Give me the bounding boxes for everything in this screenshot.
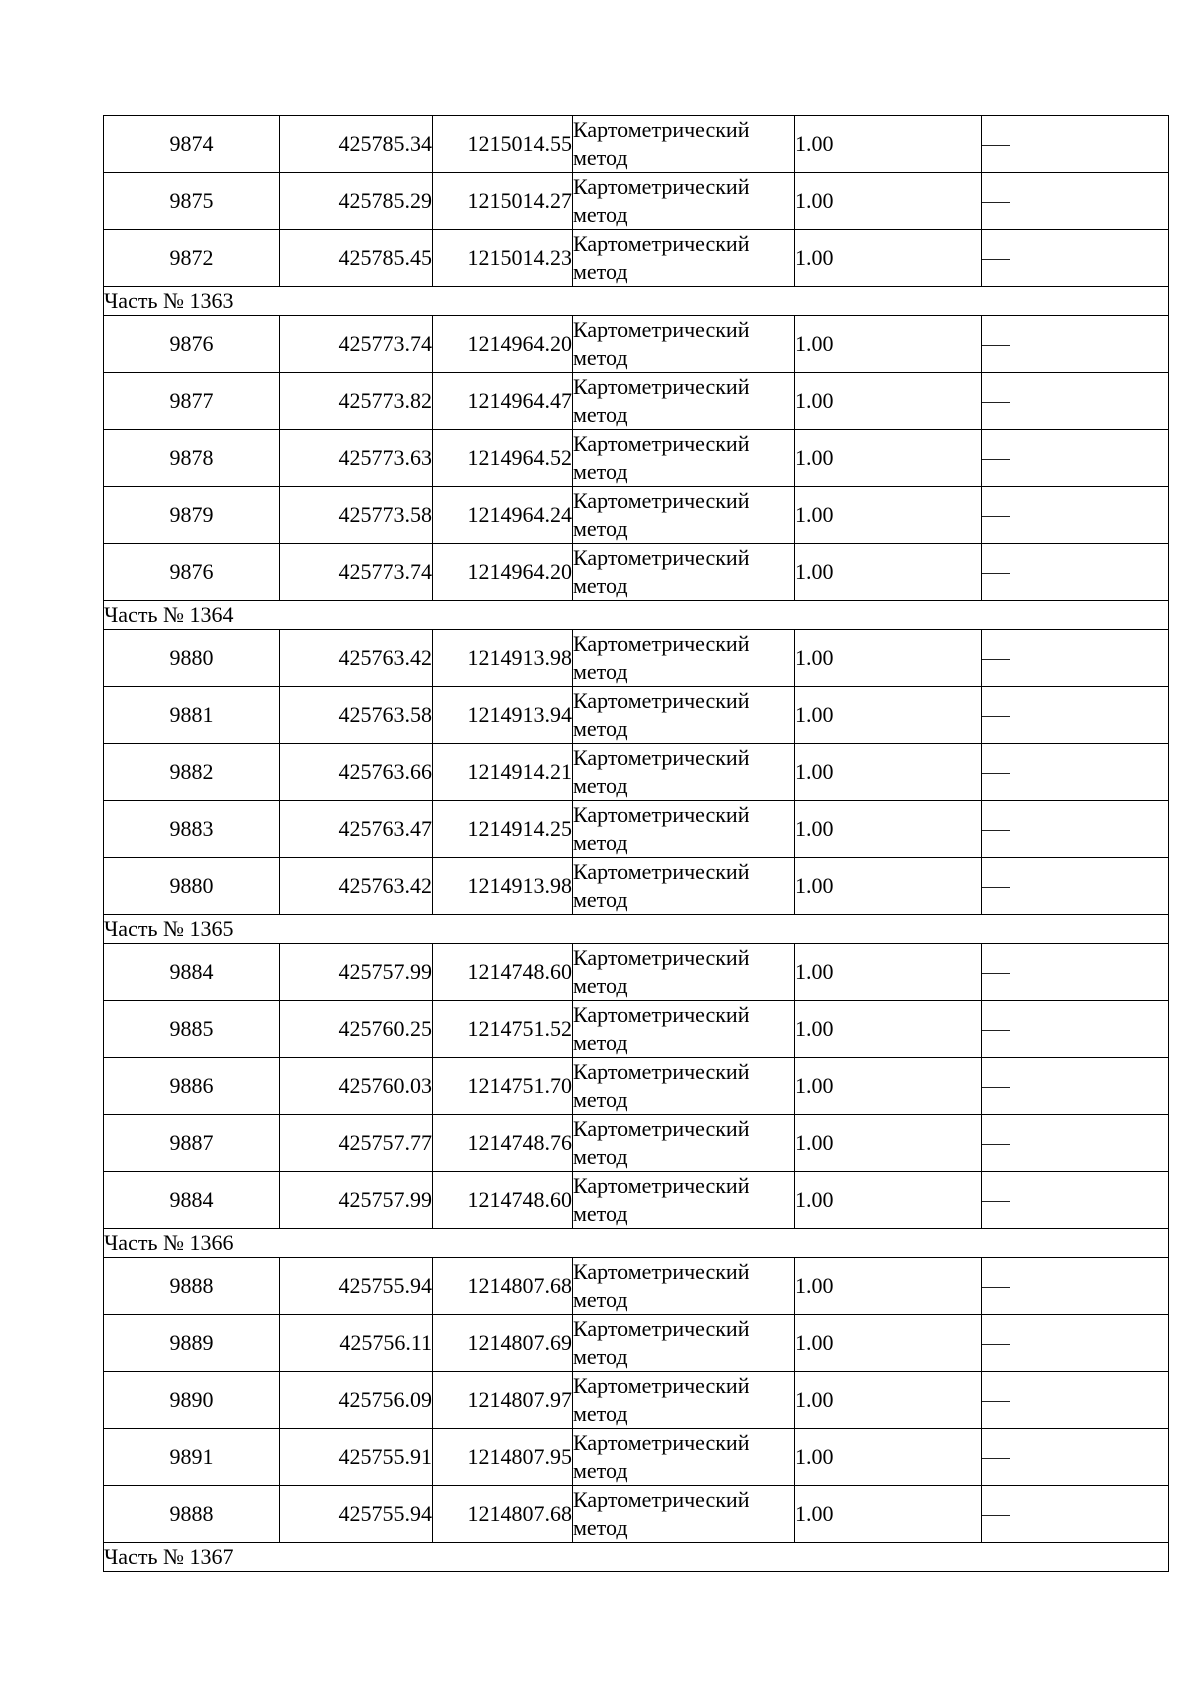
- y-coordinate-cell: 1214964.47: [433, 373, 573, 430]
- dash-mark: [982, 773, 1010, 774]
- part-header-row: [104, 1229, 1169, 1258]
- point-number-cell: 9884: [104, 1172, 280, 1229]
- part-header-label: Часть № 1367: [104, 1543, 1169, 1572]
- method-line-1: Картометрический: [573, 1316, 750, 1341]
- point-number-cell: 9874: [104, 116, 280, 173]
- y-coordinate-cell: 1214807.68: [433, 1258, 573, 1315]
- description-cell: [982, 230, 1169, 287]
- accuracy-cell: 1.00: [795, 944, 982, 1001]
- x-coordinate-cell: 425763.58: [280, 687, 433, 744]
- description-cell: [982, 801, 1169, 858]
- y-coordinate-cell: 1215014.55: [433, 116, 573, 173]
- method-line-2: метод: [573, 1515, 628, 1540]
- method-line-1: Картометрический: [573, 688, 750, 713]
- method-line-2: метод: [573, 773, 628, 798]
- point-number-cell: 9885: [104, 1001, 280, 1058]
- y-coordinate-cell: 1214751.52: [433, 1001, 573, 1058]
- point-number-cell: 9891: [104, 1429, 280, 1486]
- point-row: [104, 487, 1169, 544]
- dash-mark: [982, 1144, 1010, 1145]
- description-cell: [982, 630, 1169, 687]
- accuracy-cell: 1.00: [795, 316, 982, 373]
- dash-mark: [982, 1515, 1010, 1516]
- point-row: [104, 1115, 1169, 1172]
- dash-mark: [982, 202, 1010, 203]
- y-coordinate-cell: 1214748.60: [433, 944, 573, 1001]
- method-cell: [573, 430, 795, 487]
- method-cell: [573, 1001, 795, 1058]
- accuracy-cell: 1.00: [795, 744, 982, 801]
- method-cell: [573, 1429, 795, 1486]
- description-cell: [982, 1001, 1169, 1058]
- method-line-1: Картометрический: [573, 117, 750, 142]
- method-cell: [573, 1372, 795, 1429]
- method-line-1: Картометрический: [573, 631, 750, 656]
- x-coordinate-cell: 425763.47: [280, 801, 433, 858]
- method-line-2: метод: [573, 1287, 628, 1312]
- description-cell: [982, 1429, 1169, 1486]
- x-coordinate-cell: 425760.25: [280, 1001, 433, 1058]
- method-line-2: метод: [573, 830, 628, 855]
- accuracy-cell: 1.00: [795, 687, 982, 744]
- point-row: [104, 1001, 1169, 1058]
- method-line-2: метод: [573, 1401, 628, 1426]
- method-line-2: метод: [573, 202, 628, 227]
- method-line-1: Картометрический: [573, 374, 750, 399]
- accuracy-cell: 1.00: [795, 858, 982, 915]
- accuracy-cell: 1.00: [795, 544, 982, 601]
- point-number-cell: 9888: [104, 1258, 280, 1315]
- dash-mark: [982, 459, 1010, 460]
- x-coordinate-cell: 425755.94: [280, 1486, 433, 1543]
- x-coordinate-cell: 425757.99: [280, 944, 433, 1001]
- method-line-2: метод: [573, 1201, 628, 1226]
- method-line-2: метод: [573, 716, 628, 741]
- x-coordinate-cell: 425760.03: [280, 1058, 433, 1115]
- method-line-1: Картометрический: [573, 1259, 750, 1284]
- point-number-cell: 9890: [104, 1372, 280, 1429]
- part-header-row: [104, 1543, 1169, 1572]
- point-row: [104, 1058, 1169, 1115]
- y-coordinate-cell: 1214748.76: [433, 1115, 573, 1172]
- part-header-row: [104, 287, 1169, 316]
- y-coordinate-cell: 1214964.52: [433, 430, 573, 487]
- method-line-2: метод: [573, 887, 628, 912]
- method-line-2: метод: [573, 1458, 628, 1483]
- method-line-1: Картометрический: [573, 431, 750, 456]
- method-line-1: Картометрический: [573, 945, 750, 970]
- method-line-1: Картометрический: [573, 545, 750, 570]
- point-row: [104, 373, 1169, 430]
- part-header-row: [104, 915, 1169, 944]
- description-cell: [982, 544, 1169, 601]
- accuracy-cell: 1.00: [795, 630, 982, 687]
- description-cell: [982, 487, 1169, 544]
- description-cell: [982, 316, 1169, 373]
- description-cell: [982, 687, 1169, 744]
- point-number-cell: 9883: [104, 801, 280, 858]
- point-number-cell: 9877: [104, 373, 280, 430]
- point-row: [104, 316, 1169, 373]
- method-line-1: Картометрический: [573, 1430, 750, 1455]
- method-cell: [573, 801, 795, 858]
- dash-mark: [982, 259, 1010, 260]
- point-row: [104, 687, 1169, 744]
- y-coordinate-cell: 1215014.23: [433, 230, 573, 287]
- point-row: [104, 744, 1169, 801]
- accuracy-cell: 1.00: [795, 1315, 982, 1372]
- method-line-1: Картометрический: [573, 1487, 750, 1512]
- x-coordinate-cell: 425773.63: [280, 430, 433, 487]
- dash-mark: [982, 1201, 1010, 1202]
- coordinates-table-body: [104, 116, 1169, 1572]
- part-header-label: Часть № 1365: [104, 915, 1169, 944]
- x-coordinate-cell: 425756.09: [280, 1372, 433, 1429]
- accuracy-cell: 1.00: [795, 1372, 982, 1429]
- y-coordinate-cell: 1214913.94: [433, 687, 573, 744]
- description-cell: [982, 1486, 1169, 1543]
- description-cell: [982, 1315, 1169, 1372]
- description-cell: [982, 858, 1169, 915]
- y-coordinate-cell: 1214807.69: [433, 1315, 573, 1372]
- point-row: [104, 801, 1169, 858]
- part-header-label: Часть № 1364: [104, 601, 1169, 630]
- description-cell: [982, 744, 1169, 801]
- method-cell: [573, 1486, 795, 1543]
- dash-mark: [982, 1087, 1010, 1088]
- method-cell: [573, 1258, 795, 1315]
- method-cell: [573, 687, 795, 744]
- accuracy-cell: 1.00: [795, 430, 982, 487]
- dash-mark: [982, 1030, 1010, 1031]
- x-coordinate-cell: 425757.77: [280, 1115, 433, 1172]
- description-cell: [982, 1172, 1169, 1229]
- dash-mark: [982, 973, 1010, 974]
- y-coordinate-cell: 1215014.27: [433, 173, 573, 230]
- point-number-cell: 9889: [104, 1315, 280, 1372]
- point-row: [104, 1172, 1169, 1229]
- dash-mark: [982, 830, 1010, 831]
- x-coordinate-cell: 425756.11: [280, 1315, 433, 1372]
- point-row: [104, 230, 1169, 287]
- method-line-2: метод: [573, 1144, 628, 1169]
- y-coordinate-cell: 1214964.20: [433, 544, 573, 601]
- dash-mark: [982, 402, 1010, 403]
- method-cell: [573, 373, 795, 430]
- point-row: [104, 1486, 1169, 1543]
- y-coordinate-cell: 1214964.20: [433, 316, 573, 373]
- method-line-2: метод: [573, 516, 628, 541]
- description-cell: [982, 373, 1169, 430]
- dash-mark: [982, 659, 1010, 660]
- dash-mark: [982, 1344, 1010, 1345]
- method-cell: [573, 744, 795, 801]
- accuracy-cell: 1.00: [795, 1258, 982, 1315]
- dash-mark: [982, 1458, 1010, 1459]
- y-coordinate-cell: 1214807.97: [433, 1372, 573, 1429]
- point-number-cell: 9879: [104, 487, 280, 544]
- y-coordinate-cell: 1214914.21: [433, 744, 573, 801]
- description-cell: [982, 1115, 1169, 1172]
- description-cell: [982, 430, 1169, 487]
- method-line-2: метод: [573, 573, 628, 598]
- description-cell: [982, 1258, 1169, 1315]
- point-number-cell: 9880: [104, 630, 280, 687]
- x-coordinate-cell: 425773.82: [280, 373, 433, 430]
- accuracy-cell: 1.00: [795, 1429, 982, 1486]
- point-number-cell: 9882: [104, 744, 280, 801]
- y-coordinate-cell: 1214914.25: [433, 801, 573, 858]
- dash-mark: [982, 1287, 1010, 1288]
- accuracy-cell: 1.00: [795, 1115, 982, 1172]
- x-coordinate-cell: 425755.91: [280, 1429, 433, 1486]
- point-row: [104, 1429, 1169, 1486]
- point-row: [104, 1315, 1169, 1372]
- method-cell: [573, 316, 795, 373]
- y-coordinate-cell: 1214964.24: [433, 487, 573, 544]
- dash-mark: [982, 573, 1010, 574]
- part-header-label: Часть № 1366: [104, 1229, 1169, 1258]
- point-number-cell: 9887: [104, 1115, 280, 1172]
- dash-mark: [982, 345, 1010, 346]
- method-cell: [573, 1115, 795, 1172]
- point-row: [104, 116, 1169, 173]
- method-cell: [573, 487, 795, 544]
- accuracy-cell: 1.00: [795, 1058, 982, 1115]
- point-row: [104, 430, 1169, 487]
- method-line-1: Картометрический: [573, 1373, 750, 1398]
- method-line-1: Картометрический: [573, 488, 750, 513]
- method-line-1: Картометрический: [573, 745, 750, 770]
- method-cell: [573, 1172, 795, 1229]
- point-number-cell: 9876: [104, 544, 280, 601]
- point-row: [104, 944, 1169, 1001]
- point-row: [104, 1258, 1169, 1315]
- point-number-cell: 9875: [104, 173, 280, 230]
- method-cell: [573, 630, 795, 687]
- part-header-label: Часть № 1363: [104, 287, 1169, 316]
- method-line-1: Картометрический: [573, 1116, 750, 1141]
- method-cell: [573, 544, 795, 601]
- x-coordinate-cell: 425763.42: [280, 858, 433, 915]
- y-coordinate-cell: 1214913.98: [433, 630, 573, 687]
- method-cell: [573, 173, 795, 230]
- accuracy-cell: 1.00: [795, 801, 982, 858]
- description-cell: [982, 173, 1169, 230]
- x-coordinate-cell: 425773.74: [280, 316, 433, 373]
- point-number-cell: 9878: [104, 430, 280, 487]
- method-line-1: Картометрический: [573, 1059, 750, 1084]
- description-cell: [982, 1058, 1169, 1115]
- coordinates-table: [103, 115, 1169, 1572]
- method-cell: [573, 944, 795, 1001]
- method-line-2: метод: [573, 145, 628, 170]
- y-coordinate-cell: 1214913.98: [433, 858, 573, 915]
- description-cell: [982, 116, 1169, 173]
- method-line-1: Картометрический: [573, 802, 750, 827]
- method-cell: [573, 230, 795, 287]
- point-number-cell: 9876: [104, 316, 280, 373]
- x-coordinate-cell: 425757.99: [280, 1172, 433, 1229]
- point-number-cell: 9880: [104, 858, 280, 915]
- description-cell: [982, 944, 1169, 1001]
- point-number-cell: 9886: [104, 1058, 280, 1115]
- part-header-row: [104, 601, 1169, 630]
- method-line-2: метод: [573, 402, 628, 427]
- x-coordinate-cell: 425763.42: [280, 630, 433, 687]
- point-row: [104, 858, 1169, 915]
- point-row: [104, 630, 1169, 687]
- accuracy-cell: 1.00: [795, 487, 982, 544]
- x-coordinate-cell: 425773.58: [280, 487, 433, 544]
- x-coordinate-cell: 425763.66: [280, 744, 433, 801]
- y-coordinate-cell: 1214807.68: [433, 1486, 573, 1543]
- accuracy-cell: 1.00: [795, 373, 982, 430]
- x-coordinate-cell: 425755.94: [280, 1258, 433, 1315]
- method-line-1: Картометрический: [573, 1173, 750, 1198]
- x-coordinate-cell: 425785.29: [280, 173, 433, 230]
- x-coordinate-cell: 425773.74: [280, 544, 433, 601]
- method-line-1: Картометрический: [573, 174, 750, 199]
- accuracy-cell: 1.00: [795, 1001, 982, 1058]
- accuracy-cell: 1.00: [795, 1486, 982, 1543]
- dash-mark: [982, 887, 1010, 888]
- method-cell: [573, 1315, 795, 1372]
- method-line-2: метод: [573, 659, 628, 684]
- accuracy-cell: 1.00: [795, 230, 982, 287]
- point-row: [104, 1372, 1169, 1429]
- method-line-1: Картометрический: [573, 231, 750, 256]
- method-cell: [573, 116, 795, 173]
- accuracy-cell: 1.00: [795, 116, 982, 173]
- accuracy-cell: 1.00: [795, 173, 982, 230]
- method-line-2: метод: [573, 1344, 628, 1369]
- method-line-2: метод: [573, 1087, 628, 1112]
- x-coordinate-cell: 425785.45: [280, 230, 433, 287]
- method-line-2: метод: [573, 459, 628, 484]
- y-coordinate-cell: 1214751.70: [433, 1058, 573, 1115]
- method-line-2: метод: [573, 1030, 628, 1055]
- method-line-1: Картометрический: [573, 317, 750, 342]
- y-coordinate-cell: 1214807.95: [433, 1429, 573, 1486]
- point-number-cell: 9888: [104, 1486, 280, 1543]
- method-line-2: метод: [573, 259, 628, 284]
- dash-mark: [982, 145, 1010, 146]
- dash-mark: [982, 1401, 1010, 1402]
- method-line-2: метод: [573, 973, 628, 998]
- description-cell: [982, 1372, 1169, 1429]
- point-row: [104, 544, 1169, 601]
- method-line-1: Картометрический: [573, 1002, 750, 1027]
- dash-mark: [982, 716, 1010, 717]
- y-coordinate-cell: 1214748.60: [433, 1172, 573, 1229]
- x-coordinate-cell: 425785.34: [280, 116, 433, 173]
- method-cell: [573, 1058, 795, 1115]
- point-number-cell: 9872: [104, 230, 280, 287]
- method-cell: [573, 858, 795, 915]
- point-row: [104, 173, 1169, 230]
- dash-mark: [982, 516, 1010, 517]
- accuracy-cell: 1.00: [795, 1172, 982, 1229]
- method-line-1: Картометрический: [573, 859, 750, 884]
- point-number-cell: 9884: [104, 944, 280, 1001]
- method-line-2: метод: [573, 345, 628, 370]
- point-number-cell: 9881: [104, 687, 280, 744]
